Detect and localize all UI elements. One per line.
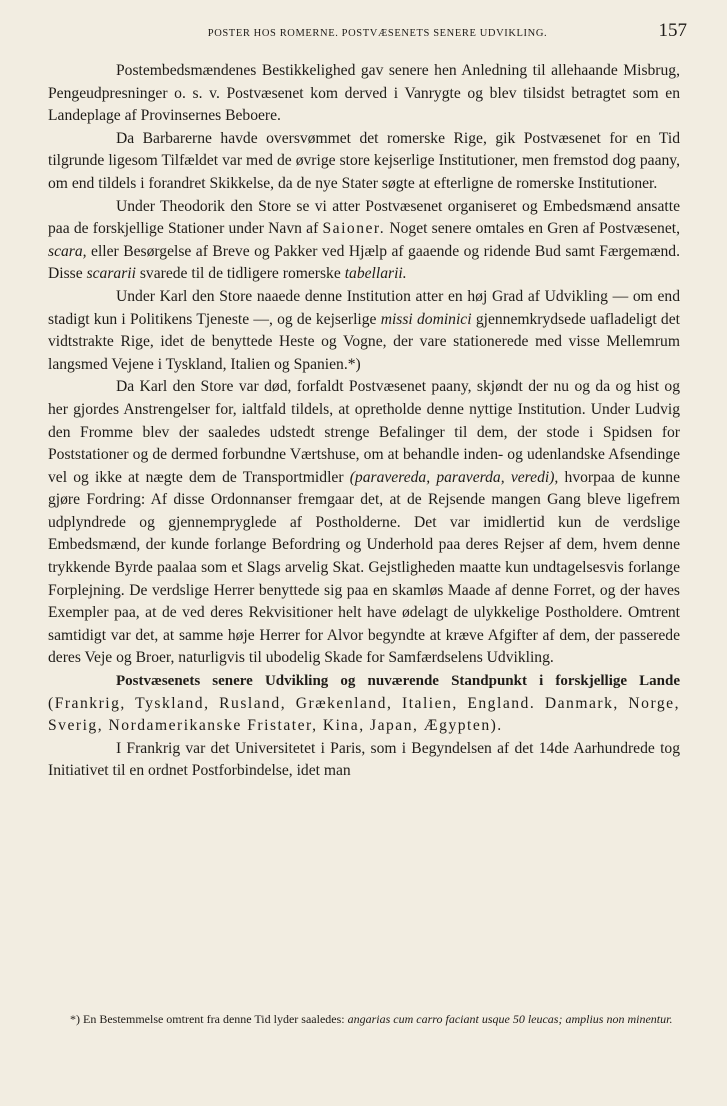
running-head: POSTER HOS ROMERNE. POSTVÆSENETS SENERE UDVIKLING. <box>207 28 548 39</box>
body-text <box>48 60 680 783</box>
term-missi-dominici: missi dominici <box>380 310 472 328</box>
term-saioner: Saioner. <box>322 220 386 238</box>
page-number: 157 <box>658 20 687 41</box>
footnote-lead: *) En Bestemmelse omtrent fra denne Tid lyder saaledes: <box>70 1012 345 1026</box>
term-paravereda: (paravereda, paraverda, veredi), <box>349 468 559 486</box>
term-scara: scara, <box>48 242 87 260</box>
section-heading <box>48 670 680 738</box>
term-tabellarii: tabellarii. <box>344 265 407 283</box>
paragraph-1: Postembedsmændenes Bestikkelighed gav senere hen Anledning til allehaande Misbrug, Pengeudpresninger o. s. v. Postvæsenet kom derved i Vanrygte og blev tilsidst betragtet som en Landeplage af Provinsernes Beboere. <box>48 62 680 125</box>
page-header <box>48 20 687 42</box>
section-countries: (Frankrig, Tyskland, Rusland, Grækenland, Italien, England. Danmark, Norge, Sverig, Nordamerikanske Fristater, Kina, Japan, Ægypten). <box>48 694 680 735</box>
term-scararii: scararii <box>86 265 136 283</box>
paragraph-2: Da Barbarerne havde oversvømmet det romerske Rige, gik Postvæsenet for en Tid tilgrunde ligesom Tilfældet var med de øvrige store kejserlige Institutioner, men fremstod dog paany, om end tildels i forandret Skikkelse, da de nye Stater søgte at efterligne de romerske Institutioner. <box>48 129 680 192</box>
section-title: Postvæsenets senere Udvikling og nuværende Standpunkt i forskjellige Lande <box>116 673 680 690</box>
paragraph-3: Under Theodorik den Store se vi atter Postvæsenet organiseret og Embedsmænd ansatte paa de forskjellige Stationer under Navn af Saioner. Noget senere omtales en Gren af Postvæsenet, scara, eller Besørgelse af Breve og Pakker ved Hjælp af gaaende og ridende Bud samt Færgemænd. Disse scararii svarede til de tidligere romerske tabellarii. <box>48 197 680 283</box>
paragraph-5: Da Karl den Store var død, forfaldt Postvæsenet paany, skjøndt der nu og da og hist og her gjordes Anstrengelser for, ialtfald tildels, at opretholde denne nyttige Institution. Under Ludvig den Fromme blev der saaledes udstedt strenge Befalinger til dem, der stode i Spidsen for Poststationer og de dermed forbundne Værtshuse, om at behandle inden- og udenlandske Afsendinge vel og ikke at nægte dem de Transportmidler (paravereda, paraverda, veredi), hvorpaa de kunne gjøre Fordring: Af disse Ordonnanser fremgaar det, at de Rejsende mangen Gang bleve ligefrem udplyndrede og gjennempryglede af Postholderne. Det var imidlertid kun de verdslige Embedsmænd, der kunde forlange Befordring og Underhold paa deres Rejser af dem, hvem denne trykkende Byrde paalaa som et Slags arvelig Skat. Gejstligheden maatte kun undtagelsesvis forlange Forplejning. De verdslige Herrer benyttede sig paa en skamløs Maade af denne Forret, og der haves Exempler paa, at de ved deres Rekvisitioner helt have ødelagt de ulykkelige Postholdere. Omtrent samtidigt var det, at samme høje Herrer for Alvor begyndte at kræve Afgifter af dem, der passerede deres Veje og Broer, naturligvis til ubodelig Skade for Samfærdselens Udvikling. <box>48 378 680 667</box>
paragraph-6: I Frankrig var det Universitetet i Paris, som i Begyndelsen af det 14de Aarhundrede tog Initiativet til en ordnet Postforbindelse, idet man <box>48 739 680 780</box>
footnote <box>48 1010 680 1029</box>
footnote-quote: angarias cum carro faciant usque 50 leucas; amplius non minentur. <box>347 1012 673 1026</box>
paragraph-4: Under Karl den Store naaede denne Institution atter en høj Grad af Udvikling — om end stadigt kun i Politikens Tjeneste —, og de kejserlige missi dominici gjennemkrydsede uafladeligt det vidtstrakte Rige, idet de benyttede Heste og Vogne, der vare stationerede med visse Mellemrum langsmed Vejene i Tyskland, Italien og Spanien.*) <box>48 287 680 373</box>
